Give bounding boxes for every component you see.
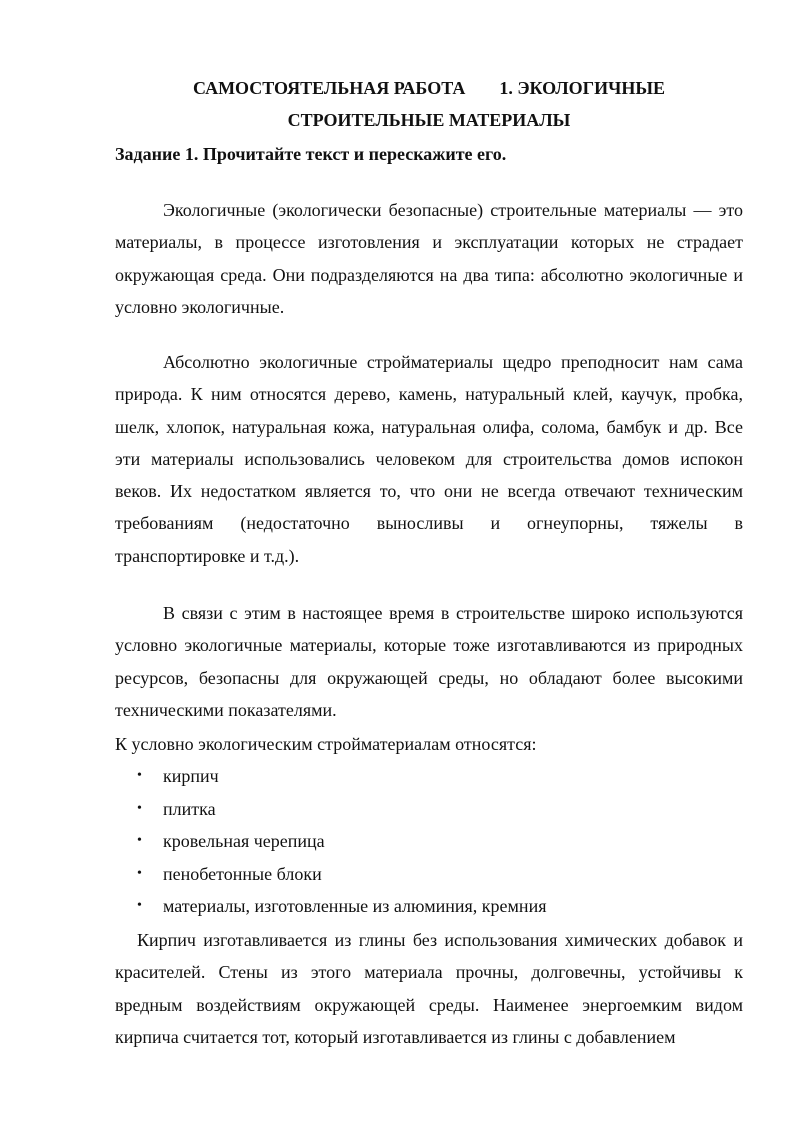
list-item: [115, 825, 743, 858]
list-item: [115, 890, 743, 923]
task-heading: Задание 1. Прочитайте текст и перескажите его.: [115, 144, 507, 164]
list-item-text: кирпич: [163, 766, 219, 786]
page-title-line-2: СТРОИТЕЛЬНЫЕ МАТЕРИАЛЫ: [287, 110, 571, 130]
bullet-icon: •: [137, 898, 142, 914]
paragraph-brick: Кирпич изготавливается из глины без использования химических добавок и красителей. Стены из этого материала прочны, долговечны, устойчивы к вредным воздействиям окружающей среды. Наименее энергоемким видом кирпича считается тот, который изготавливается из глины с добавлением: [115, 930, 743, 1047]
bullet-icon: •: [137, 865, 142, 881]
page-title-line-1: [0, 72, 800, 104]
list-item: [115, 760, 743, 793]
paragraph-absolute-materials: Абсолютно экологичные стройматериалы щедро преподносит нам сама природа. К ним относятся дерево, камень, натуральный клей, каучук, пробка, шелк, хлопок, натуральная кожа, натуральная олифа, солома, бамбук и др. Все эти материалы использовались человеком для строительства домов испокон веков. Их недостатком является то, что они не всегда отвечают техническим требованиям (недостаточно выносливы и огнеупорны, тяжелы в транспортировке и т.д.).: [115, 352, 743, 566]
materials-list: [115, 760, 743, 923]
list-item-text: плитка: [163, 798, 216, 819]
list-item-text: материалы, изготовленные из алюминия, кремния: [163, 896, 547, 917]
paragraph-conditional-materials: В связи с этим в настоящее время в строительстве широко используются условно экологичные материалы, которые тоже изготавливаются из природных ресурсов, безопасны для окружающей среды, но обладают более высокими техническими показателями.: [115, 603, 743, 720]
list-item-text: кровельная черепица: [163, 831, 325, 852]
list-item: [115, 793, 743, 826]
list-item-text: пенобетонные блоки: [163, 863, 322, 884]
title-part-1: САМОСТОЯТЕЛЬНАЯ РАБОТА: [192, 78, 466, 98]
list-item: [115, 858, 743, 891]
bullet-icon: •: [137, 800, 142, 816]
title-part-2: 1. ЭКОЛОГИЧНЫЕ: [499, 78, 666, 98]
bullet-icon: •: [137, 768, 142, 783]
paragraph-intro: Экологичные (экологически безопасные) строительные материалы — это материалы, в процессе изготовления и эксплуатации которых не страдает окружающая среда. Они подразделяются на два типа: абсолютно экологичные и условно экологичные.: [115, 200, 743, 317]
list-intro: К условно экологическим стройматериалам относятся:: [115, 734, 537, 754]
bullet-icon: •: [137, 833, 142, 849]
